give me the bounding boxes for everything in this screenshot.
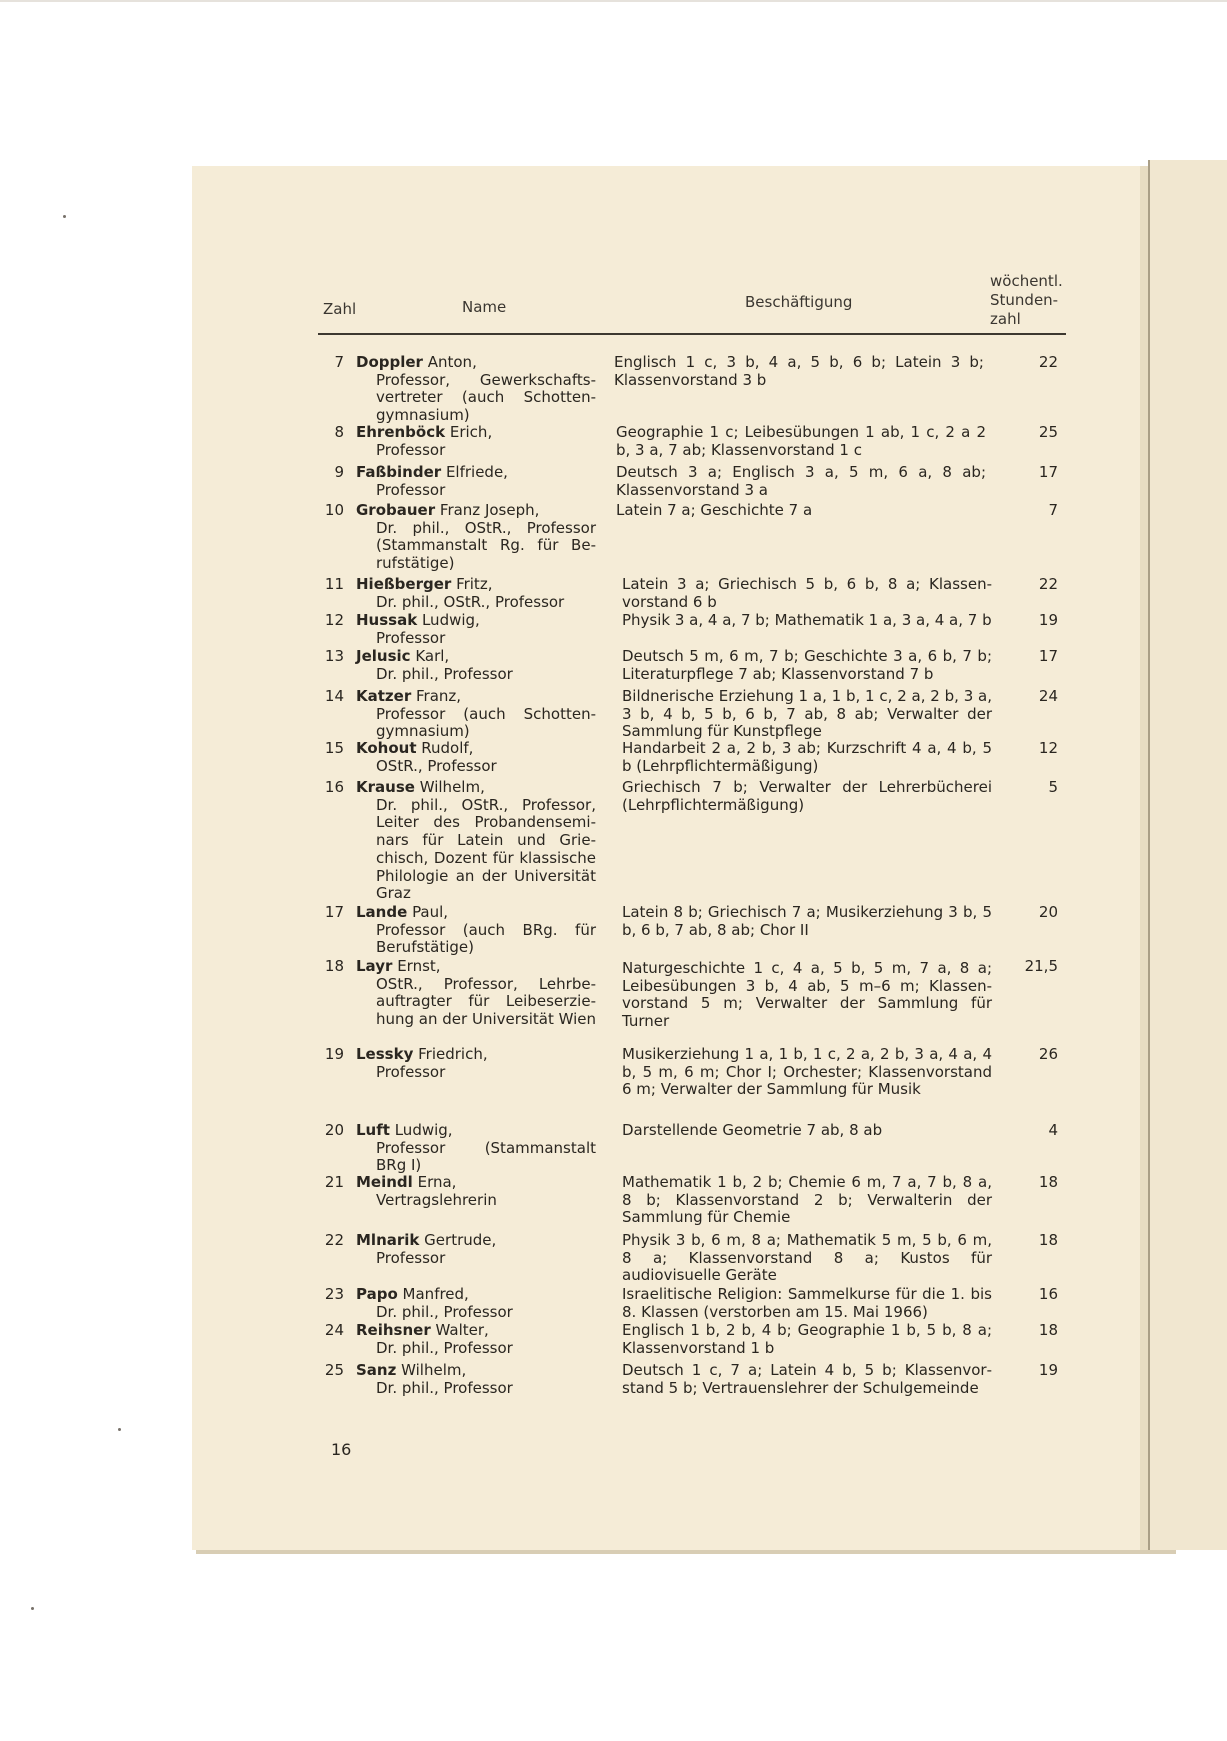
given-name: Rudolf, (421, 739, 474, 757)
weekly-hours: 16 (1038, 1285, 1058, 1303)
occupation-text: Englisch 1 b, 2 b, 4 b; Geographie 1 b, 5 b, 8 a; Klassenvorstand 1 b (622, 1321, 992, 1357)
given-name: Elfriede, (445, 463, 508, 481)
occupation-text: Handarbeit 2 a, 2 b, 3 ab; Kurzschrift 4 a, 4 b, 5 b (Lehrpflichtermäßigung) (622, 739, 992, 775)
column-header-weekly-hours (990, 272, 1070, 329)
title-description: Dr. phil., OStR., Professor (376, 592, 565, 611)
weekly-hours: 5 (1048, 778, 1058, 796)
title-description: Dr. phil., Professor (376, 664, 513, 683)
surname: Krause (356, 778, 415, 796)
title-description: Professor, Gewerkschaftsvertreter (auch Schottengymnasium) (376, 370, 596, 425)
occupation-text: Griechisch 7 b; Verwalter der Lehrerbücherei (Lehrpflichtermäßigung) (622, 778, 992, 814)
row-number: 20 (324, 1121, 344, 1139)
surname: Meindl (356, 1173, 413, 1191)
given-name: Gertrude, (424, 1231, 497, 1249)
teacher-name (356, 779, 596, 903)
teacher-name (356, 424, 596, 459)
given-name: Friedrich, (418, 1045, 488, 1063)
title-description: OStR., Professor, Lehrbeauftragter für Leibeserziehung an der Universität Wien (376, 974, 596, 1029)
row-number: 15 (324, 739, 344, 757)
occupation-text: Latein 8 b; Griechisch 7 a; Musikerziehung 3 b, 5 b, 6 b, 7 ab, 8 ab; Chor II (622, 903, 992, 939)
facing-page-edge (1148, 160, 1227, 1550)
row-number: 23 (324, 1285, 344, 1303)
surname: Reihsner (356, 1321, 431, 1339)
title-description: Professor (auch BRg. für Berufstätige) (376, 920, 596, 957)
scan-top-edge (0, 0, 1227, 2)
scan-speck (118, 1428, 121, 1431)
row-number: 17 (324, 903, 344, 921)
row-number: 19 (324, 1045, 344, 1063)
occupation-text: Deutsch 1 c, 7 a; Latein 4 b, 5 b; Klassenvorstand 5 b; Vertrauenslehrer der Schulgemeinde (622, 1361, 992, 1397)
weekly-hours: 12 (1038, 739, 1058, 757)
weekly-hours: 25 (1038, 423, 1058, 441)
teacher-name (356, 464, 596, 499)
title-description: Professor (376, 1062, 446, 1081)
teacher-name (356, 688, 596, 741)
weekly-hours: 24 (1038, 687, 1058, 705)
row-number: 7 (334, 353, 344, 371)
title-description: Vertragslehrerin (376, 1190, 497, 1209)
given-name: Ludwig, (394, 1121, 453, 1139)
given-name: Erich, (449, 423, 493, 441)
teacher-name (356, 904, 596, 957)
weekly-hours: 19 (1038, 611, 1058, 629)
occupation-text: Physik 3 a, 4 a, 7 b; Mathematik 1 a, 3 a, 4 a, 7 b (622, 611, 992, 629)
given-name: Walter, (435, 1321, 489, 1339)
occupation-text: Deutsch 5 m, 6 m, 7 b; Geschichte 3 a, 6 b, 7 b; Literaturpflege 7 ab; Klassenvorstand 7 b (622, 647, 992, 683)
given-name: Franz, (416, 687, 462, 705)
weekly-hours: 17 (1038, 463, 1058, 481)
given-name: Ludwig, (421, 611, 480, 629)
teacher-name (356, 576, 596, 611)
row-number: 9 (334, 463, 344, 481)
column-header-occupation: Beschäftigung (745, 293, 853, 311)
weekly-hours: 26 (1038, 1045, 1058, 1063)
given-name: Franz Joseph, (439, 501, 540, 519)
occupation-text: Bildnerische Erziehung 1 a, 1 b, 1 c, 2 a, 2 b, 3 a, 3 b, 4 b, 5 b, 6 b, 7 ab, 8 ab; Verwalter der Sammlung für Kunstpflege (622, 687, 992, 741)
column-header-number: Zahl (323, 300, 357, 318)
teacher-name (356, 1122, 596, 1175)
title-description: Professor (376, 440, 446, 459)
teacher-name (356, 1286, 596, 1321)
teacher-name (356, 612, 596, 647)
weekly-hours: 22 (1038, 353, 1058, 371)
surname: Hussak (356, 611, 418, 629)
given-name: Wilhelm, (401, 1361, 467, 1379)
given-name: Erna, (417, 1173, 457, 1191)
row-number: 18 (324, 957, 344, 975)
column-header-hours-line: zahl (990, 310, 1021, 328)
occupation-text: Deutsch 3 a; Englisch 3 a, 5 m, 6 a, 8 ab; Klassenvorstand 3 a (616, 463, 986, 499)
row-number: 24 (324, 1321, 344, 1339)
row-number: 11 (324, 575, 344, 593)
teacher-name (356, 1174, 596, 1209)
occupation-text: Mathematik 1 b, 2 b; Chemie 6 m, 7 a, 7 b, 8 a, 8 b; Klassenvorstand 2 b; Verwalterin der Sammlung für Chemie (622, 1173, 992, 1227)
given-name: Wilhelm, (419, 778, 485, 796)
row-number: 14 (324, 687, 344, 705)
row-number: 13 (324, 647, 344, 665)
surname: Sanz (356, 1361, 397, 1379)
row-number: 8 (334, 423, 344, 441)
scan-speck (31, 1607, 34, 1610)
weekly-hours: 22 (1038, 575, 1058, 593)
row-number: 16 (324, 778, 344, 796)
teacher-name (356, 958, 596, 1029)
column-header-hours-line: wöchentl. (990, 272, 1063, 290)
teacher-name (356, 1362, 596, 1397)
occupation-text: Darstellende Geometrie 7 ab, 8 ab (622, 1121, 883, 1139)
occupation-text: Israelitische Religion: Sammelkurse für die 1. bis 8. Klassen (verstorben am 15. Mai 1966) (622, 1285, 992, 1321)
weekly-hours: 18 (1038, 1231, 1058, 1249)
given-name: Manfred, (402, 1285, 469, 1303)
page-gutter (1140, 166, 1148, 1550)
title-description: Dr. phil., Professor (376, 1338, 513, 1357)
surname: Layr (356, 957, 393, 975)
weekly-hours: 20 (1038, 903, 1058, 921)
surname: Jelusic (356, 647, 411, 665)
surname: Papo (356, 1285, 398, 1303)
surname: Lessky (356, 1045, 414, 1063)
title-description: Professor (376, 480, 446, 499)
teacher-name (356, 1322, 596, 1357)
weekly-hours: 19 (1038, 1361, 1058, 1379)
surname: Faßbinder (356, 463, 442, 481)
weekly-hours: 18 (1038, 1321, 1058, 1339)
weekly-hours: 18 (1038, 1173, 1058, 1191)
header-rule (318, 333, 1066, 335)
surname: Luft (356, 1121, 390, 1139)
surname: Kohout (356, 739, 417, 757)
surname: Grobauer (356, 501, 436, 519)
teacher-name (356, 1232, 596, 1267)
occupation-text: Geographie 1 c; Leibesübungen 1 ab, 1 c, 2 a 2 b, 3 a, 7 ab; Klassenvorstand 1 c (616, 423, 986, 459)
occupation-text: Naturgeschichte 1 c, 4 a, 5 b, 5 m, 7 a, 8 a; Leibesübungen 3 b, 4 ab, 5 m–6 m; Klassenvorstand 5 m; Verwalter der Sammlung für Turner (622, 959, 992, 1031)
surname: Mlnarik (356, 1231, 420, 1249)
teacher-name (356, 740, 596, 775)
surname: Katzer (356, 687, 412, 705)
surname: Hießberger (356, 575, 452, 593)
scan-speck (63, 215, 66, 218)
occupation-text: Physik 3 b, 6 m, 8 a; Mathematik 5 m, 5 b, 6 m, 8 a; Klassenvorstand 8 a; Kustos für audiovisuelle Geräte (622, 1231, 992, 1285)
weekly-hours: 7 (1048, 501, 1058, 519)
title-description: Professor (Stammanstalt BRg I) (376, 1138, 596, 1175)
occupation-text: Latein 7 a; Geschichte 7 a (616, 501, 813, 519)
title-description: Professor (376, 1248, 446, 1267)
weekly-hours: 21,5 (1024, 957, 1058, 975)
title-description: Professor (auch Schottengymnasium) (376, 704, 596, 741)
surname: Doppler (356, 353, 423, 371)
teacher-name (356, 648, 596, 683)
given-name: Paul, (412, 903, 449, 921)
title-description: Dr. phil., Professor (376, 1302, 513, 1321)
title-description: Professor (376, 628, 446, 647)
title-description: Dr. phil., OStR., Professor, Leiter des Probandenseminars für Latein und Griechisch, Dozent für klassische Philologie an der Universität Graz (376, 795, 596, 903)
title-description: OStR., Professor (376, 756, 497, 775)
row-number: 10 (324, 501, 344, 519)
row-number: 22 (324, 1231, 344, 1249)
given-name: Ernst, (397, 957, 441, 975)
teacher-name (356, 502, 596, 573)
occupation-text: Musikerziehung 1 a, 1 b, 1 c, 2 a, 2 b, 3 a, 4 a, 4 b, 5 m, 6 m; Chor I; Orchester; Klassenvorstand 6 m; Verwalter der Sammlung für Musik (622, 1045, 992, 1099)
teacher-name (356, 1046, 596, 1081)
title-description: Dr. phil., OStR., Professor (Stammanstalt Rg. für Berufstätige) (376, 518, 596, 573)
surname: Ehrenböck (356, 423, 446, 441)
surname: Lande (356, 903, 408, 921)
row-number: 12 (324, 611, 344, 629)
given-name: Fritz, (456, 575, 493, 593)
column-header-hours-line: Stunden- (990, 291, 1059, 309)
row-number: 21 (324, 1173, 344, 1191)
weekly-hours: 4 (1048, 1121, 1058, 1139)
title-description: Dr. phil., Professor (376, 1378, 513, 1397)
occupation-text: Englisch 1 c, 3 b, 4 a, 5 b, 6 b; Latein 3 b; Klassenvorstand 3 b (614, 353, 984, 389)
column-header-name: Name (462, 298, 507, 316)
given-name: Anton, (427, 353, 477, 371)
teacher-name (356, 354, 596, 425)
row-number: 25 (324, 1361, 344, 1379)
weekly-hours: 17 (1038, 647, 1058, 665)
page-number: 16 (331, 1440, 352, 1459)
occupation-text: Latein 3 a; Griechisch 5 b, 6 b, 8 a; Klassenvorstand 6 b (622, 575, 992, 611)
given-name: Karl, (415, 647, 450, 665)
